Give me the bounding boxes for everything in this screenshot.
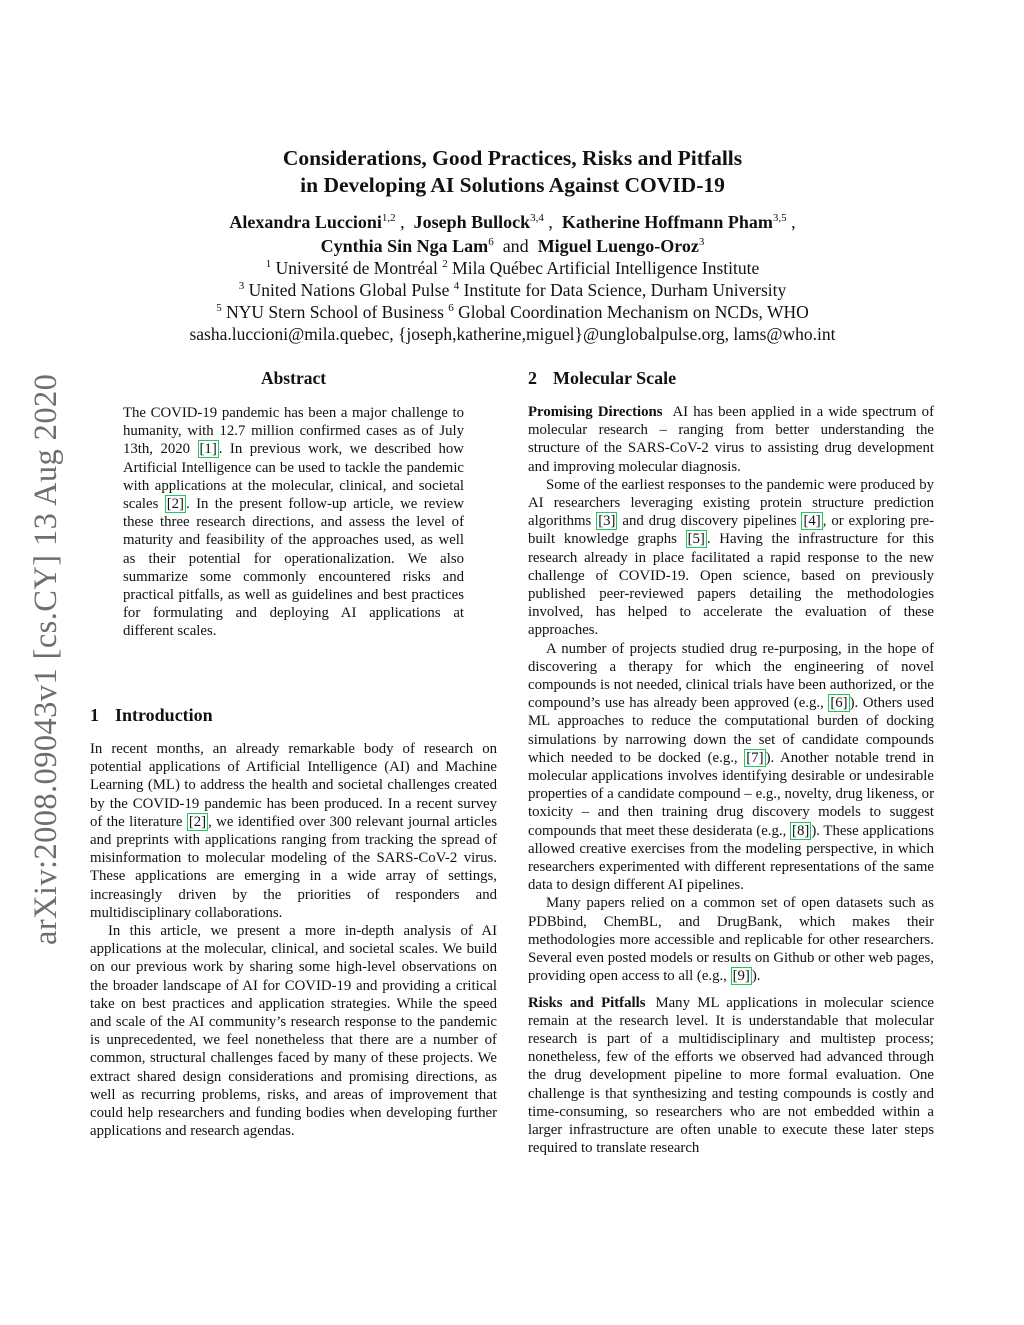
paragraph: In this article, we present a more in-depth analysis of AI applications at the molecular, clinical, and societal scales. We build on our previous work by sharing some high-level observations on the broader landscape of AI for COVID-19 and providing a critical take on best practices and application strategies. While the speed and scale of the AI community’s research response to the pandemic is unprecedented, we feel nonetheless that there are a number of common, structural challenges faced by many of these projects. We extract shared design considerations and promising directions, as well as recurring problems, risks, and areas of improvement that could help researchers and funding bodies when developing further applications and research agendas. [90, 923, 497, 1140]
author-name: Katherine Hoffmann Pham [561, 212, 773, 232]
paragraph: Risks and Pitfalls Many ML applications in molecular science remain at the research level. It is understandable that molecular research is part of a multidisciplinary and multistep process; nonetheless, few of the efforts we observed had advanced through the drug development pipeline to more formal evaluation. One challenge is that synthesizing and testing compounds is costly and time-consuming, so researchers who are not embedded within a larger infrastructure are often unable to execute these later steps required to translate research [528, 994, 934, 1157]
molecular-scale-section [528, 367, 934, 1157]
arxiv-identifier [22, 345, 70, 945]
affiliation-line: $^3$ United Nations Global Pulse $^4$ Institute for Data Science, Durham University [238, 280, 787, 300]
citation-link[interactable]: [5] [687, 531, 705, 548]
citation-link[interactable]: [2] [188, 813, 207, 830]
paragraph: Some of the earliest responses to the pandemic were produced by AI researchers leveraging existing protein structure prediction algorithms [3] and drug discovery pipelines [4] , or exploring pre-built knowledge graphs [5] . Having the infrastructure for this research already in place facilitated a rapid response to the new challenge of COVID-19. Open science, based on previously published peer-reviewed papers detailing the methodologies involved, has helped to accelerate the evaluation of these approaches. [528, 476, 934, 639]
citation-link[interactable]: [3] [598, 513, 616, 530]
abstract-section [123, 367, 464, 641]
citation-link[interactable]: [4] [803, 513, 821, 530]
paragraph: In recent months, an already remarkable body of research on potential applications of Artificial Intelligence (AI) and Machine Learning (ML) to address the health and societal challenges created by the COVID-19 pandemic has been produced. In a recent survey of the literature [2] , we identified over 300 relevant journal articles and preprints with applications ranging from tracking the spread of misinformation to molecular modeling of the SARS-CoV-2 virus. These applications are emerging in a wide array of settings, increasingly driven by the priorities of responders and multidisciplinary collaborations. [90, 741, 497, 921]
paragraph-label: Promising Directions [528, 404, 663, 420]
author-name: Cynthia Sin Nga Lam [320, 236, 489, 256]
author-line-2: Cynthia Sin Nga Lam$^6$ and Miguel Luengo-Oroz$^3$ [320, 236, 705, 256]
abstract-body: The COVID-19 pandemic has been a major challenge to humanity, with 12.7 million confirmed cases as of July 13th, 2020 [1] . In previous work, we described how Artificial Intelligence can be used to tackle the pandemic with applications at the molecular, clinical, and societal scales [2] . In the present follow-up article, we review these three research directions, and assess the level of maturity and feasibility of the approaches used, as well as their potential for operationalization. We also summarize some commonly encountered risks and practical pitfalls, as well as guidelines and best practices for formulating and deploying AI applications at different scales. [123, 405, 464, 640]
author-name: Joseph Bullock [413, 212, 531, 232]
paper-title [90, 145, 935, 199]
citation-link[interactable]: [8] [792, 822, 810, 839]
author-emails: sasha.luccioni@mila.quebec, {joseph,katherine,miguel}@unglobalpulse.org, lams@who.int [189, 324, 836, 344]
author-name: Miguel Luengo-Oroz [537, 236, 699, 256]
section-heading: 2 Molecular Scale [528, 368, 677, 388]
affiliations [90, 257, 935, 345]
arxiv-identifier-text: arXiv:2008.09043v1 [cs.CY] 13 Aug 2020 [28, 373, 64, 945]
author-list [90, 210, 935, 258]
citation-link[interactable]: [2] [166, 496, 184, 513]
abstract-heading: Abstract [260, 368, 327, 388]
author-line-1: Alexandra Luccioni$^{1,2}$ , Joseph Bullock$^{3,4}$ , Katherine Hoffmann Pham$^{3,5}$ , [229, 212, 796, 232]
paragraph: Promising Directions AI has been applied in a wide spectrum of molecular research – ranging from better understanding the structure of the SARS-CoV-2 virus to assisting drug development and improving molecular diagnosis. [528, 404, 935, 475]
author-name: Alexandra Luccioni [229, 212, 382, 232]
affiliation-line: $^5$ NYU Stern School of Business $^6$ Global Coordination Mechanism on NCDs, WHO [216, 302, 809, 322]
title-line-1: Considerations, Good Practices, Risks and Pitfalls [282, 146, 743, 170]
paragraph-label: Risks and Pitfalls [528, 994, 646, 1011]
title-line-2: in Developing AI Solutions Against COVID-19 [300, 173, 725, 197]
introduction-section [90, 704, 497, 1140]
paragraph: A number of projects studied drug re-purposing, in the hope of discovering a therapy for which the engineering of novel compounds is not needed, clinical trials have been authorized, or the compound’s use has already been approved (e.g., [6] ). Others used ML approaches to reduce the computational burden of docking simulations by narrowing down the set of candidate compounds which needed to be docked (e.g., [7] ). Another notable trend in molecular applications involves identifying desirable or undesirable properties of a candidate compound – e.g., novelty, drug likeness, or toxicity – and then training drug discovery models to suggest compounds that meet these desiderata (e.g., [8] ). These applications allowed creative exercises from the modeling perspective, in which researchers experimented with different representations of the same data to design different AI pipelines. [528, 640, 935, 894]
citation-link[interactable]: [6] [830, 695, 848, 712]
citation-link[interactable]: [7] [746, 749, 764, 766]
citation-link[interactable]: [9] [732, 968, 750, 985]
section-heading: 1 Introduction [90, 705, 213, 725]
citation-link[interactable]: [1] [199, 441, 217, 458]
affiliation-line: $^1$ Université de Montréal $^2$ Mila Québec Artificial Intelligence Institute [265, 258, 760, 278]
paragraph: Many papers relied on a common set of open datasets such as PDBbind, ChemBL, and DrugBank, which makes their methodologies more accessible and replicable for other researchers. Several even posted models or results on Github or other web pages, providing open access to all (e.g., [9] ). [528, 895, 934, 985]
